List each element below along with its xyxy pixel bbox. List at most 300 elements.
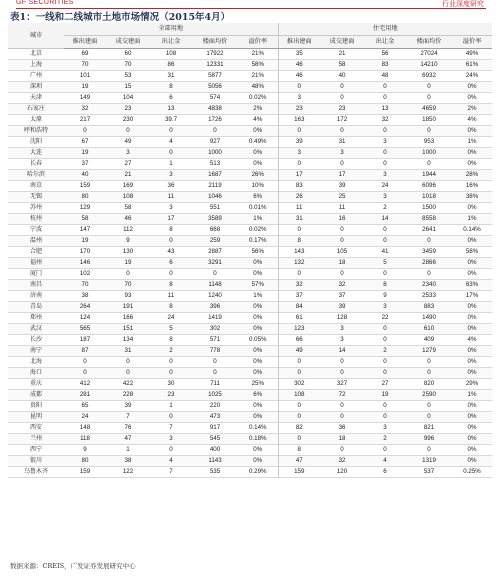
table-cell: 2 [364,434,406,445]
table-cell: 0 [340,446,344,453]
table-cell: 0 [150,148,192,159]
table-cell: 551 [209,204,221,211]
table-cell: 11 [338,204,346,211]
table-cell: 0.05% [248,336,267,343]
table-cell: 0 [427,270,431,277]
table-cell: 412 [79,380,91,387]
table-row [8,412,492,423]
source-note: 数据来源：CREIS，广发证券发展研究中心 [10,562,136,570]
table-row [8,335,492,346]
table-cell: 70 [106,280,150,291]
table-cell: 14210 [406,60,452,71]
table-row [8,324,492,335]
table-cell: 46 [278,71,320,82]
table-cell: 0 [278,401,320,412]
column-header: 溢价率 [238,36,278,49]
table-cell: 0 [383,358,387,365]
table-cell: 513 [209,160,221,167]
table-cell: 0 [340,94,344,101]
table-cell: 0 [126,358,130,365]
table-cell: 3 [320,148,364,159]
table-cell: 31 [338,138,346,145]
table-cell: 82 [278,423,320,434]
table-cell: 49 [278,346,320,357]
table-cell: 535 [209,468,221,475]
table-cell: 0 [383,402,387,409]
table-cell: 108 [165,50,177,57]
table-row [8,368,492,379]
table-cell: 0% [452,412,492,423]
table-cell: 13 [364,104,406,115]
table-cell: 24 [167,314,175,321]
column-header: 推出建面 [64,36,106,49]
table-cell: 281 [64,390,106,401]
table-cell: 56 [381,50,389,57]
table-cell: 668 [209,226,221,233]
table-cell: 0 [278,412,320,423]
table-cell: 0 [192,126,238,137]
table-cell: 129 [79,204,91,211]
table-cell: 1143 [192,456,238,467]
table-cell: 7 [169,468,173,475]
table-cell: 0 [150,126,192,137]
table-cell: 0 [278,434,320,445]
table-cell: 6932 [422,72,436,79]
table-cell: 0% [238,368,278,379]
table-cell: 0% [452,302,492,313]
table-cell: 58% [465,248,479,255]
table-cell: 3 [383,424,387,431]
table-cell: 2 [364,346,406,357]
column-header-row [8,36,492,49]
table-cell: 0 [364,148,406,159]
table-cell: 0 [278,225,320,236]
table-row [8,258,492,269]
table-cell: 5877 [208,72,222,79]
table-cell: 0.14% [463,226,481,233]
table-cell: 0 [364,324,406,335]
table-cell: 6096 [422,182,436,189]
table-row [8,434,492,445]
table-cell: 0 [320,126,364,137]
city-cell: 合肥 [29,248,42,255]
table-row [8,401,492,412]
city-cell: 兰州 [8,434,64,445]
table-cell: 1279 [406,346,452,357]
land-market-table [8,23,492,478]
table-cell: 1% [253,292,263,299]
table-cell: 0 [383,336,387,343]
table-cell: 23 [150,390,192,401]
table-cell: 883 [406,302,452,313]
table-cell: 16% [465,182,479,189]
table-cell: 159 [79,182,91,189]
table-cell: 545 [192,434,238,445]
table-cell: 537 [423,468,435,475]
table-cell: 0 [427,402,431,409]
table-cell: 217 [79,116,91,123]
table-cell: 25% [251,380,264,387]
column-header: 成交建面 [320,36,364,49]
table-cell: 87 [64,346,106,357]
table-cell: 6% [238,192,278,203]
table-cell: 7 [169,424,173,431]
table-cell: 66 [278,335,320,346]
table-cell: 0% [253,270,263,277]
city-cell: 深圳 [8,82,64,93]
table-cell: 0 [427,94,431,101]
city-cell: 长春 [29,160,42,167]
table-cell: 169 [122,182,134,189]
table-cell: 0 [364,368,406,379]
table-cell: 31 [167,72,175,79]
city-cell: 大连 [8,148,64,159]
table-cell: 27 [381,380,389,387]
table-header [8,23,492,49]
table-cell: 80 [64,456,106,467]
table-cell: 3 [340,336,344,343]
table-row [8,379,492,390]
table-cell: 49 [124,138,132,145]
table-cell: 8 [169,336,173,343]
table-row [8,93,492,104]
table-cell: 32 [320,456,364,467]
table-cell: 8 [278,445,320,456]
table-row [8,214,492,225]
column-header: 成交建面 [106,36,150,49]
table-cell: 15 [106,82,150,93]
table-cell: 0 [427,160,431,167]
table-row [8,60,492,71]
table-cell: 0 [150,368,192,379]
table-cell: 821 [423,424,435,431]
table-cell: 163 [278,115,320,126]
table-cell: 473 [192,412,238,423]
city-cell: 北海 [29,358,42,365]
table-cell: 70 [64,60,106,71]
table-cell: 5056 [192,82,238,93]
table-cell: 2 [383,204,387,211]
table-row [8,423,492,434]
table-cell: 0% [467,160,477,167]
table-cell: 112 [123,226,133,233]
table-cell: 953 [423,138,435,145]
table-row [8,137,492,148]
table-cell: 0.25% [463,468,481,475]
table-cell: 610 [406,324,452,335]
table-cell: 1687 [192,170,238,181]
table-cell: 67 [81,138,89,145]
table-cell: 49% [465,50,479,57]
table-cell: 3 [150,434,192,445]
column-header: 出让金 [364,36,406,49]
table-cell: 1944 [406,170,452,181]
table-cell: 0% [452,434,492,445]
table-cell: 3291 [192,258,238,269]
table-cell: 0 [278,269,320,280]
table-cell: 18 [320,434,364,445]
table-cell: 0 [383,446,387,453]
table-cell: 0.02% [248,226,267,233]
table-row [8,269,492,280]
table-cell: 4% [253,116,263,123]
table-cell: 0% [467,94,477,101]
city-cell: 昆明 [8,412,64,423]
table-cell: 36 [338,424,346,431]
table-row [8,203,492,214]
table-cell: 24 [381,182,389,189]
table-cell: 41 [381,248,389,255]
table-cell: 191 [106,302,150,313]
table-cell: 0% [238,126,278,137]
table-cell: 0% [238,324,278,335]
table-cell: 3 [106,148,150,159]
table-cell: 0% [238,456,278,467]
table-cell: 6 [150,258,192,269]
table-cell: 10% [251,182,264,189]
table-cell: 23 [278,104,320,115]
city-cell: 武汉 [8,324,64,335]
table-cell: 0% [452,126,492,137]
table-cell: 14 [320,346,364,357]
table-cell: 9 [383,292,387,299]
table-row [8,225,492,236]
table-cell: 21 [338,50,346,57]
table-cell: 409 [423,336,435,343]
table-cell: 31 [278,214,320,225]
table-cell: 9 [106,236,150,247]
table-cell: 0% [452,236,492,247]
table-cell: 108 [106,192,150,203]
table-cell: 11 [150,192,192,203]
table-cell: 0 [169,358,173,365]
table-cell: 21% [251,50,264,57]
table-cell: 47 [106,434,150,445]
table-cell: 0% [253,358,263,365]
table-cell: 47 [278,456,320,467]
table-row [8,467,492,478]
table-cell: 132 [278,258,320,269]
table-cell: 0 [278,126,320,137]
table-cell: 264 [64,302,106,313]
table-cell: 172 [336,116,348,123]
table-row [8,115,492,126]
table-cell: 4% [467,336,477,343]
table-cell: 0% [238,148,278,159]
table-cell: 25 [320,192,364,203]
table-cell: 26 [278,192,320,203]
city-cell: 苏州 [29,204,42,211]
table-cell: 65 [81,402,89,409]
table-cell: 0% [452,324,492,335]
table-cell: 58 [124,204,132,211]
table-cell: 0% [238,258,278,269]
table-cell: 118 [64,434,106,445]
table-cell: 0 [340,358,344,365]
table-cell: 124 [79,314,91,321]
table-cell: 0 [340,270,344,277]
table-cell: 19 [106,258,150,269]
table-cell: 46 [106,214,150,225]
page-header [0,0,500,9]
table-cell: 4% [467,116,477,123]
city-cell: 银川 [8,456,64,467]
table-cell: 93 [124,292,132,299]
table-row [8,291,492,302]
table-cell: 101 [79,72,91,79]
table-cell: 3459 [422,248,436,255]
table-cell: 86 [150,60,192,71]
table-cell: 230 [122,116,134,123]
table-cell: 17922 [206,50,224,57]
table-cell: 40 [338,72,346,79]
table-cell: 151 [106,324,150,335]
table-cell: 187 [79,336,91,343]
table-cell: 571 [209,336,221,343]
city-cell: 乌鲁木齐 [23,468,48,475]
table-cell: 32 [320,280,364,291]
city-cell: 福州 [8,258,64,269]
table-cell: 0 [364,126,406,137]
table-cell: 32 [64,104,106,115]
table-cell: 123 [278,324,320,335]
table-cell: 1% [467,138,477,145]
table-cell: 19 [64,236,106,247]
table-cell: 820 [423,380,435,387]
table-cell: 17 [278,170,320,181]
table-cell: 0% [467,424,477,431]
table-cell: 0 [340,402,344,409]
table-cell: 128 [336,314,348,321]
city-cell: 厦门 [29,270,42,277]
table-cell: 61 [278,313,320,324]
table-cell: 0 [406,412,452,423]
table-cell: 143 [278,247,320,258]
table-cell: 0 [278,368,320,379]
table-cell: 0.17% [238,236,278,247]
table-cell: 9 [83,446,87,453]
table-cell: 0% [467,314,477,321]
table-cell: 0 [364,82,406,93]
table-cell: 0 [383,94,387,101]
table-cell: 0% [467,358,477,365]
table-cell: 8 [150,302,192,313]
table-cell: 70 [106,60,150,71]
table-row [8,192,492,203]
table-row [8,126,492,137]
city-cell: 哈尔滨 [8,170,64,181]
column-header: 推出建面 [278,36,320,49]
table-row [8,313,492,324]
table-cell: 1025 [192,390,238,401]
city-cell: 南昌 [8,280,64,291]
table-cell: 38 [106,456,150,467]
table-cell: 0 [406,82,452,93]
city-cell: 宁波 [29,226,42,233]
table-cell: 0 [320,82,364,93]
table-cell: 149 [79,94,91,101]
table-cell: 0% [253,446,263,453]
table-cell: 8 [169,226,173,233]
table-cell: 8558 [406,214,452,225]
table-cell: 711 [210,380,220,387]
table-cell: 2590 [406,390,452,401]
table-cell: 0.29% [248,468,267,475]
table-cell: 0% [452,456,492,467]
table-cell: 0 [383,270,387,277]
table-cell: 0 [64,368,106,379]
table-cell: 2 [150,346,192,357]
column-header: 楼面均价 [406,36,452,49]
table-cell: 0 [150,412,192,423]
table-cell: 1726 [208,116,222,123]
table-cell: 60 [124,50,132,57]
table-cell: 0 [340,160,344,167]
table-cell: 0.49% [248,138,267,145]
company-logo: GF SECURITIES [16,0,74,6]
table-cell: 0% [452,148,492,159]
table-cell: 57% [238,280,278,291]
table-row [8,170,492,181]
table-cell: 7 [106,412,150,423]
table-row [8,181,492,192]
table-cell: 12331 [192,60,238,71]
table-cell: 0 [126,270,130,277]
table-cell: 48% [238,82,278,93]
table-cell: 2340 [406,280,452,291]
table-cell: 32 [278,280,320,291]
table-cell: 5 [150,324,192,335]
table-cell: 0 [278,357,320,368]
city-cell: 广州 [29,72,42,79]
city-cell: 北京 [29,50,42,57]
report-type-label: 行业深度研究 [442,0,484,8]
table-cell: 80 [64,192,106,203]
table-cell: 46 [278,60,320,71]
table-cell: 1 [169,402,173,409]
table-cell: 6 [169,94,173,101]
table-cell: 11 [278,203,320,214]
table-cell: 58% [238,60,278,71]
table-cell: 6 [383,468,387,475]
table-cell: 0 [406,236,452,247]
table-cell: 0% [452,346,492,357]
table-cell: 39 [124,402,132,409]
table-cell: 3 [364,302,406,313]
table-cell: 108 [278,390,320,401]
city-cell: 南宁 [8,346,64,357]
table-cell: 0 [150,236,192,247]
table-cell: 11 [167,292,175,299]
table-cell: 29% [465,380,479,387]
table-cell: 147 [79,226,91,233]
column-header: 溢价率 [452,36,492,49]
table-cell: 1490 [422,314,436,321]
city-cell: 西安 [29,424,42,431]
table-cell: 3 [320,324,364,335]
table-cell: 56% [251,248,264,255]
table-row [8,82,492,93]
table-cell: 38 [81,292,89,299]
table-cell: 2% [238,104,278,115]
table-cell: 37 [338,292,346,299]
table-cell: 28% [452,170,492,181]
table-cell: 159 [278,467,320,478]
city-cell: 上海 [8,60,64,71]
city-cell: 西宁 [29,446,42,453]
table-cell: 3589 [192,214,238,225]
table-cell: 38% [452,192,492,203]
